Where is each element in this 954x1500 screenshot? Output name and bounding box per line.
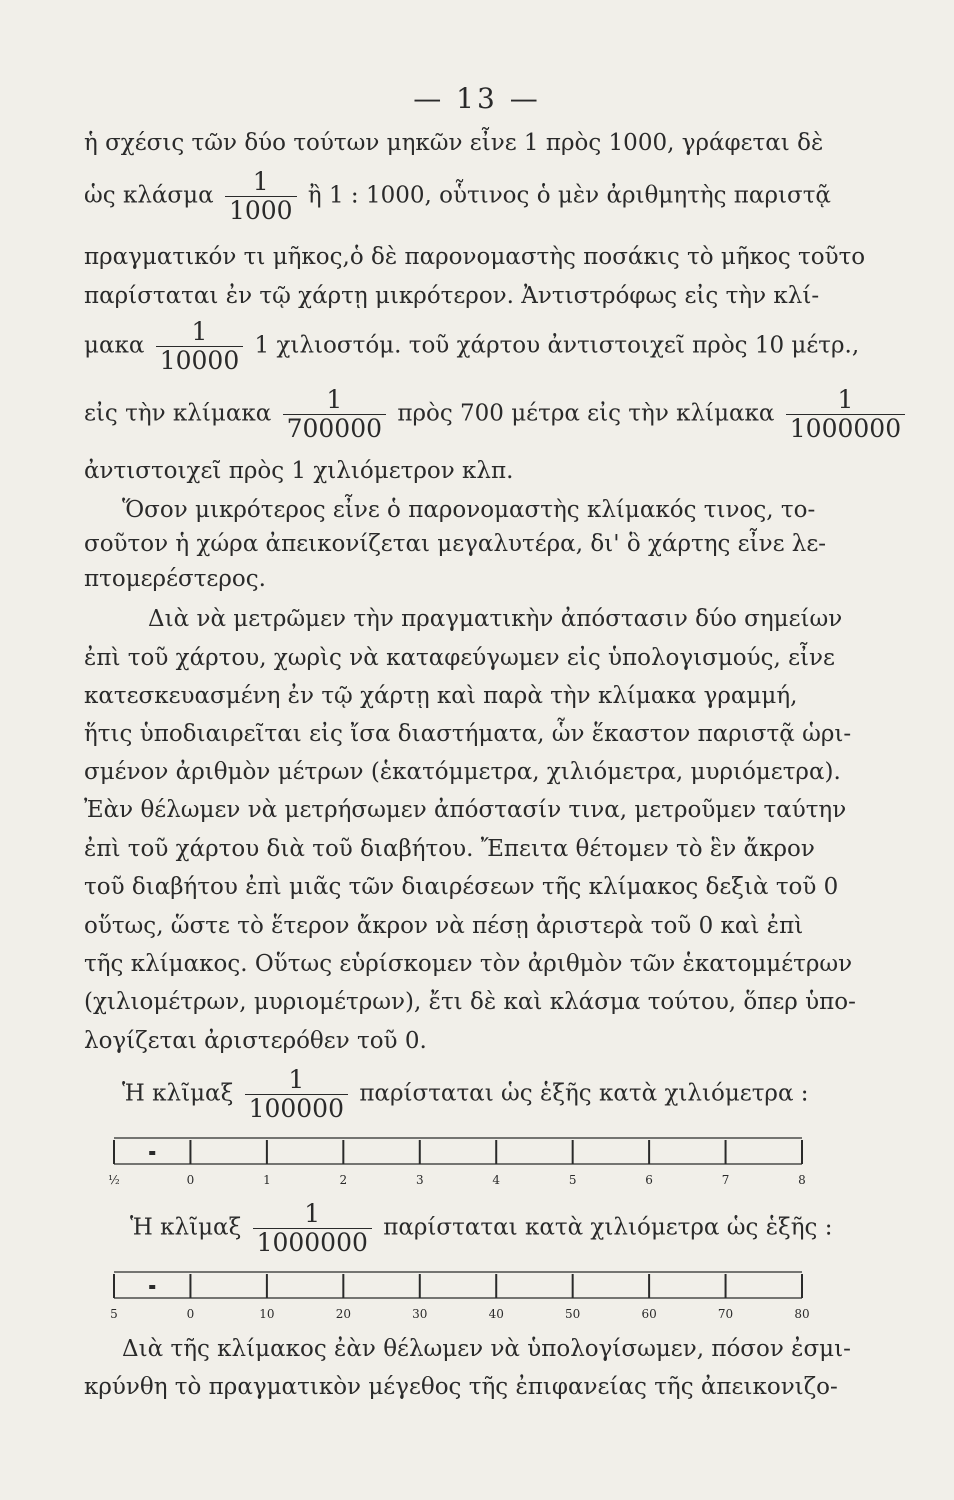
text-line: κατεσκευασμένη ἐν τῷ χάρτῃ καὶ παρὰ τὴν κλίμακα γραμμή, xyxy=(84,683,798,709)
scale-tick-label: 4 xyxy=(492,1173,501,1187)
text-segment: παρίσταται κατὰ χιλιόμετρα ὡς ἑξῆς : xyxy=(383,1214,833,1241)
fraction xyxy=(225,168,297,225)
text-segment: 1 χιλιοστόμ. τοῦ χάρτου ἀντιστοιχεῖ πρὸς 10 μέτρ., xyxy=(254,332,860,359)
fraction-numerator: 1 xyxy=(191,317,208,346)
scale-tick-label: 20 xyxy=(335,1307,351,1321)
scale-tick-label: 5 xyxy=(110,1307,118,1321)
scale-tick-label: 3 xyxy=(415,1173,424,1187)
text-line: Ὅσον μικρότερος εἶνε ὁ παρονομαστὴς κλίμακός τινος, το- xyxy=(122,497,816,523)
text-line: σοῦτον ἡ χώρα ἀπεικονίζεται μεγαλυτέρα, δι' ὃ χάρτης εἶνε λε- xyxy=(84,531,827,557)
fraction-numerator: 1 xyxy=(304,1199,321,1228)
text-line: ἐπὶ τοῦ χάρτου, χωρὶς νὰ καταφεύγωμεν εἰς ὑπολογισμούς, εἶνε xyxy=(84,645,835,671)
fraction-denominator: 700000 xyxy=(283,414,386,443)
scale-tick-label: 0 xyxy=(186,1173,195,1187)
scale-tick-label: 60 xyxy=(641,1307,657,1321)
scale-tick-label: 80 xyxy=(794,1307,810,1321)
text-line: ἡ σχέσις τῶν δύο τούτων μηκῶν εἶνε 1 πρὸς 1000, γράφεται δὲ xyxy=(84,130,824,156)
fraction-numerator: 1 xyxy=(837,385,854,414)
text-line-with-fraction xyxy=(84,318,859,375)
scale-tick-label: 10 xyxy=(259,1307,275,1321)
scale-tick-label: 70 xyxy=(717,1307,734,1321)
text-segment: Ἡ κλῖμαξ xyxy=(122,1080,234,1107)
text-line-with-fraction xyxy=(84,168,831,225)
scale-bar-graphic xyxy=(108,1132,818,1196)
text-segment: μακα xyxy=(84,332,145,359)
scale-bar-2 xyxy=(108,1266,818,1328)
fraction xyxy=(245,1066,348,1123)
text-line: λογίζεται ἀριστερόθεν τοῦ 0. xyxy=(84,1028,427,1054)
text-line: παρίσταται ἐν τῷ χάρτῃ μικρότερον. Ἀντιστρόφως εἰς τὴν κλί- xyxy=(84,283,820,309)
text-line: τοῦ διαβήτου ἐπὶ μιᾶς τῶν διαιρέσεων τῆς κλίμακος δεξιὰ τοῦ 0 xyxy=(84,874,839,900)
scale-tick-label: 1 xyxy=(263,1173,271,1187)
text-line: πραγματικόν τι μῆκος,ὁ δὲ παρονομαστὴς ποσάκις τὸ μῆκος τοῦτο xyxy=(84,244,866,270)
text-segment: ὡς κλάσμα xyxy=(84,182,214,209)
text-segment: παρίσταται ὡς ἑξῆς κατὰ χιλιόμετρα : xyxy=(359,1080,809,1107)
text-line: πτομερέστερος. xyxy=(84,566,266,592)
scale-tick-label: 0 xyxy=(186,1307,195,1321)
text-line: σμένον ἀριθμὸν μέτρων (ἑκατόμμετρα, χιλιόμετρα, μυριόμετρα). xyxy=(84,759,841,785)
scale-tick-label: 30 xyxy=(412,1307,428,1321)
fraction xyxy=(283,386,386,443)
fraction-numerator: 1 xyxy=(252,167,269,196)
scale-tick-label: 7 xyxy=(721,1173,730,1187)
fraction-numerator: 1 xyxy=(326,385,343,414)
text-line: (χιλιομέτρων, μυριομέτρων), ἔτι δὲ καὶ κλάσμα τούτου, ὅπερ ὑπο- xyxy=(84,989,856,1015)
text-line: ἥτις ὑποδιαιρεῖται εἰς ἴσα διαστήματα, ὧν ἕκαστον παριστᾷ ὡρι- xyxy=(84,721,852,747)
scale-tick-label: 5 xyxy=(568,1173,577,1187)
scale-half-marker xyxy=(149,1151,155,1155)
scale-tick-label: ½ xyxy=(108,1173,120,1187)
text-segment: πρὸς 700 μέτρα εἰς τὴν κλίμακα xyxy=(397,400,775,427)
fraction-denominator: 1000000 xyxy=(786,414,905,443)
scale-tick-label: 2 xyxy=(339,1173,348,1187)
scale-half-marker xyxy=(149,1285,155,1289)
fraction xyxy=(786,386,905,443)
text-segment: ἢ 1 : 1000, οὗτινος ὁ μὲν ἀριθμητὴς παριστᾷ xyxy=(307,182,831,209)
text-line: ἐπὶ τοῦ χάρτου διὰ τοῦ διαβήτου. Ἔπειτα θέτομεν τὸ ἓν ἄκρον xyxy=(84,836,815,862)
fraction-denominator: 10000 xyxy=(156,346,244,375)
text-line: οὕτως, ὥστε τὸ ἕτερον ἄκρον νὰ πέσῃ ἀριστερὰ τοῦ 0 καὶ ἐπὶ xyxy=(84,913,804,939)
text-segment: Ἡ κλῖμαξ xyxy=(130,1214,242,1241)
text-line: Διὰ νὰ μετρῶμεν τὴν πραγματικὴν ἀπόστασιν δύο σημείων xyxy=(148,606,843,632)
page-number: — 13 — xyxy=(413,82,541,115)
scale-tick-label: 50 xyxy=(565,1307,581,1321)
scale-bar-1 xyxy=(108,1132,818,1196)
fraction-denominator: 100000 xyxy=(245,1094,348,1123)
scale-heading xyxy=(122,1066,809,1123)
text-segment: εἰς τὴν κλίμακα xyxy=(84,400,272,427)
text-line: Ἐὰν θέλωμεν νὰ μετρήσωμεν ἀπόστασίν τινα, μετροῦμεν ταύτην xyxy=(84,797,847,823)
scale-tick-label: 8 xyxy=(798,1173,806,1187)
scale-tick-label: 6 xyxy=(645,1173,653,1187)
fraction xyxy=(253,1200,372,1257)
text-line: τῆς κλίμακος. Οὕτως εὑρίσκομεν τὸν ἀριθμὸν τῶν ἑκατομμέτρων xyxy=(84,951,853,977)
text-line: κρύνθη τὸ πραγματικὸν μέγεθος τῆς ἐπιφανείας τῆς ἀπεικονιζο- xyxy=(84,1374,838,1400)
fraction-denominator: 1000000 xyxy=(253,1228,372,1257)
text-line: ἀντιστοιχεῖ πρὸς 1 χιλιόμετρον κλπ. xyxy=(84,458,514,484)
text-line-with-fraction xyxy=(84,386,909,443)
fraction-numerator: 1 xyxy=(288,1065,305,1094)
fraction xyxy=(156,318,244,375)
scale-heading xyxy=(130,1200,832,1257)
scale-bar-graphic xyxy=(108,1266,818,1328)
fraction-denominator: 1000 xyxy=(225,196,297,225)
text-line: Διὰ τῆς κλίμακος ἐὰν θέλωμεν νὰ ὑπολογίσωμεν, πόσον ἐσμι- xyxy=(122,1336,851,1362)
scale-tick-label: 40 xyxy=(488,1307,504,1321)
